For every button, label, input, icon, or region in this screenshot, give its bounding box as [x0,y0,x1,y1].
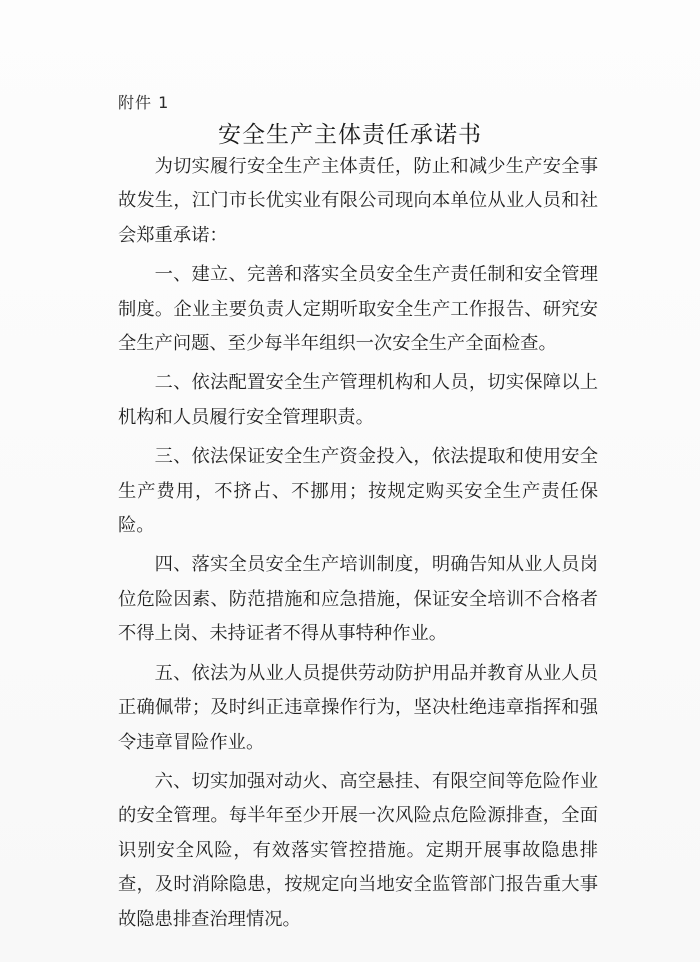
intro-paragraph: 为切实履行安全生产主体责任，防止和减少生产安全事故发生，江门市长优实业有限公司现向本单位从业人员和社会郑重承诺： [118,156,598,246]
clause-paragraph-3: 三、依法保证安全生产资金投入，依法提取和使用安全生产费用，不挤占、不挪用；按规定购买安全生产责任保险。 [118,446,598,537]
clause-paragraph-6: 六、切实加强对动火、高空悬挂、有限空间等危险作业的安全管理。每半年至少开展一次风险点危险源排查，全面识别安全风险，有效落实管控措施。定期开展事故隐患排查，及时消除隐患，按规定向当地安全监管部门报告重大事故隐患排查治理情况。 [118,770,598,930]
clause-paragraph-2: 二、依法配置安全生产管理机构和人员，切实保障以上机构和人员履行安全管理职责。 [118,372,598,428]
document-title: 安全生产主体责任承诺书 [218,122,482,148]
clause-paragraph-4: 四、落实全员安全生产培训制度，明确告知从业人员岗位危险因素、防范措施和应急措施，保证安全培训不合格者不得上岗、未持证者不得从事特种作业。 [118,554,598,645]
clause-paragraph-1: 一、建立、完善和落实全员安全生产责任制和安全管理制度。企业主要负责人定期听取安全生产工作报告、研究安全生产问题、至少每半年组织一次安全生产全面检查。 [118,264,598,355]
document-body [118,150,598,937]
attachment-label: 附件 1 [118,93,170,112]
clause-paragraph-5: 五、依法为从业人员提供劳动防护用品并教育从业人员正确佩带；及时纠正违章操作行为，坚决杜绝违章指挥和强令违章冒险作业。 [118,662,598,753]
